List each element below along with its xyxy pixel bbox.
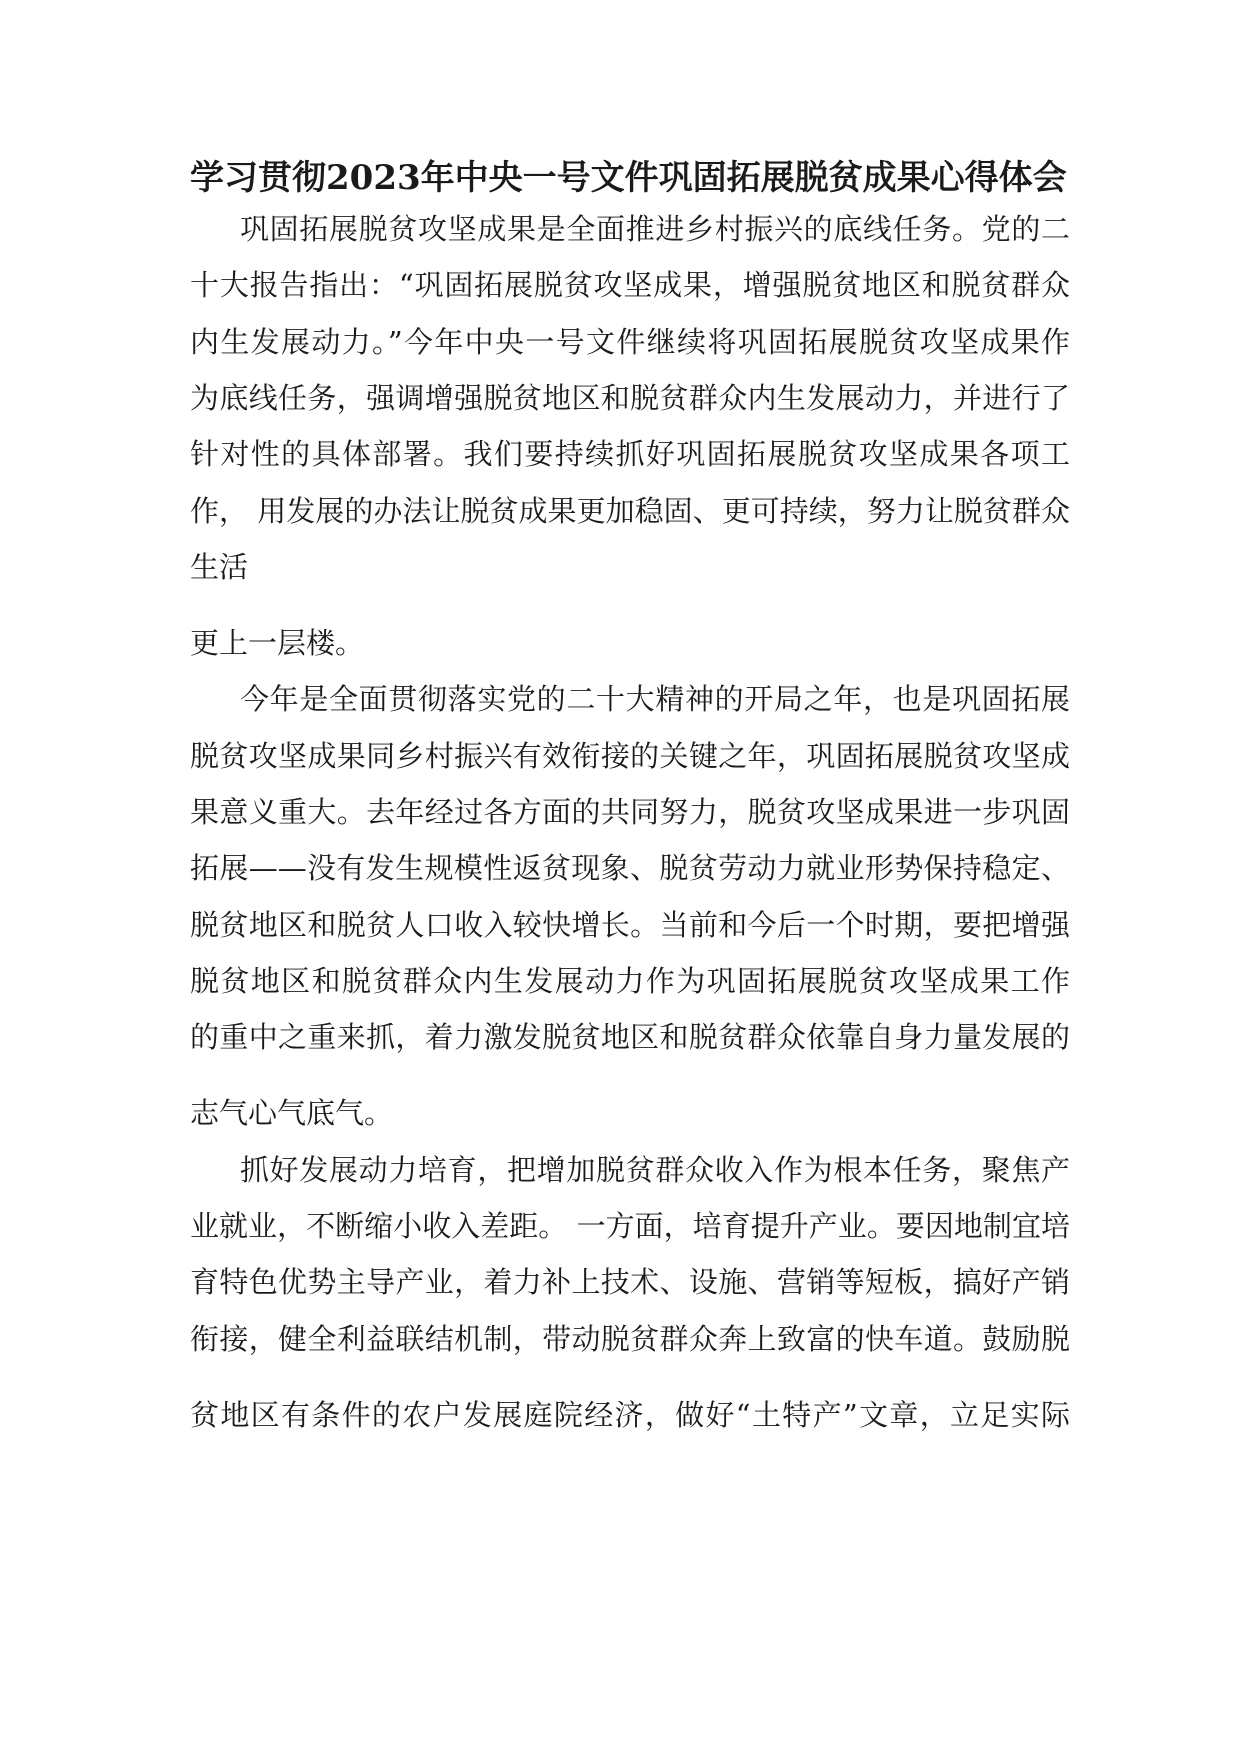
paragraph-line: 脱贫地区和脱贫群众内生发展动力作为巩固拓展脱贫攻坚成果工作 [190,964,1070,998]
paragraph-line: 的重中之重来抓，着力激发脱贫地区和脱贫群众依靠自身力量发展的 [190,1020,1070,1054]
document-title: 学习贯彻2023年中央一号文件巩固拓展脱贫成果心得体会 [190,158,1067,198]
paragraph-line: 抓好发展动力培育，把增加脱贫群众收入作为根本任务，聚焦产 [240,1153,1070,1187]
paragraph-line: 作， 用发展的办法让脱贫成果更加稳固、更可持续，努力让脱贫群众 [190,494,1070,528]
paragraph-line: 志气心气底气。 [190,1096,394,1130]
paragraph-line: 拓展——没有发生规模性返贫现象、脱贫劳动力就业形势保持稳定、 [190,851,1070,885]
paragraph-line: 内生发展动力。”今年中央一号文件继续将巩固拓展脱贫攻坚成果作 [190,325,1070,359]
paragraph-line: 今年是全面贯彻落实党的二十大精神的开局之年，也是巩固拓展 [240,682,1070,716]
paragraph-line: 针对性的具体部署。我们要持续抓好巩固拓展脱贫攻坚成果各项工 [190,437,1070,471]
paragraph-line: 巩固拓展脱贫攻坚成果是全面推进乡村振兴的底线任务。党的二 [240,212,1070,246]
paragraph-line: 业就业，不断缩小收入差距。 一方面，培育提升产业。要因地制宜培 [190,1209,1070,1243]
paragraph-line: 贫地区有条件的农户发展庭院经济，做好“土特产”文章，立足实际 [190,1398,1070,1432]
paragraph-line: 果意义重大。去年经过各方面的共同努力，脱贫攻坚成果进一步巩固 [190,795,1070,829]
paragraph-line: 育特色优势主导产业，着力补上技术、设施、营销等短板，搞好产销 [190,1265,1070,1299]
paragraph-line: 脱贫攻坚成果同乡村振兴有效衔接的关键之年，巩固拓展脱贫攻坚成 [190,739,1070,773]
paragraph-line: 更上一层楼。 [190,626,365,660]
paragraph-line: 十大报告指出：“巩固拓展脱贫攻坚成果，增强脱贫地区和脱贫群众 [190,268,1070,302]
paragraph-line: 脱贫地区和脱贫人口收入较快增长。当前和今后一个时期，要把增强 [190,908,1070,942]
paragraph-line: 生活 [190,550,249,584]
paragraph-line: 为底线任务，强调增强脱贫地区和脱贫群众内生发展动力，并进行了 [190,381,1070,415]
paragraph-line: 衔接，健全利益联结机制，带动脱贫群众奔上致富的快车道。鼓励脱 [190,1322,1070,1356]
